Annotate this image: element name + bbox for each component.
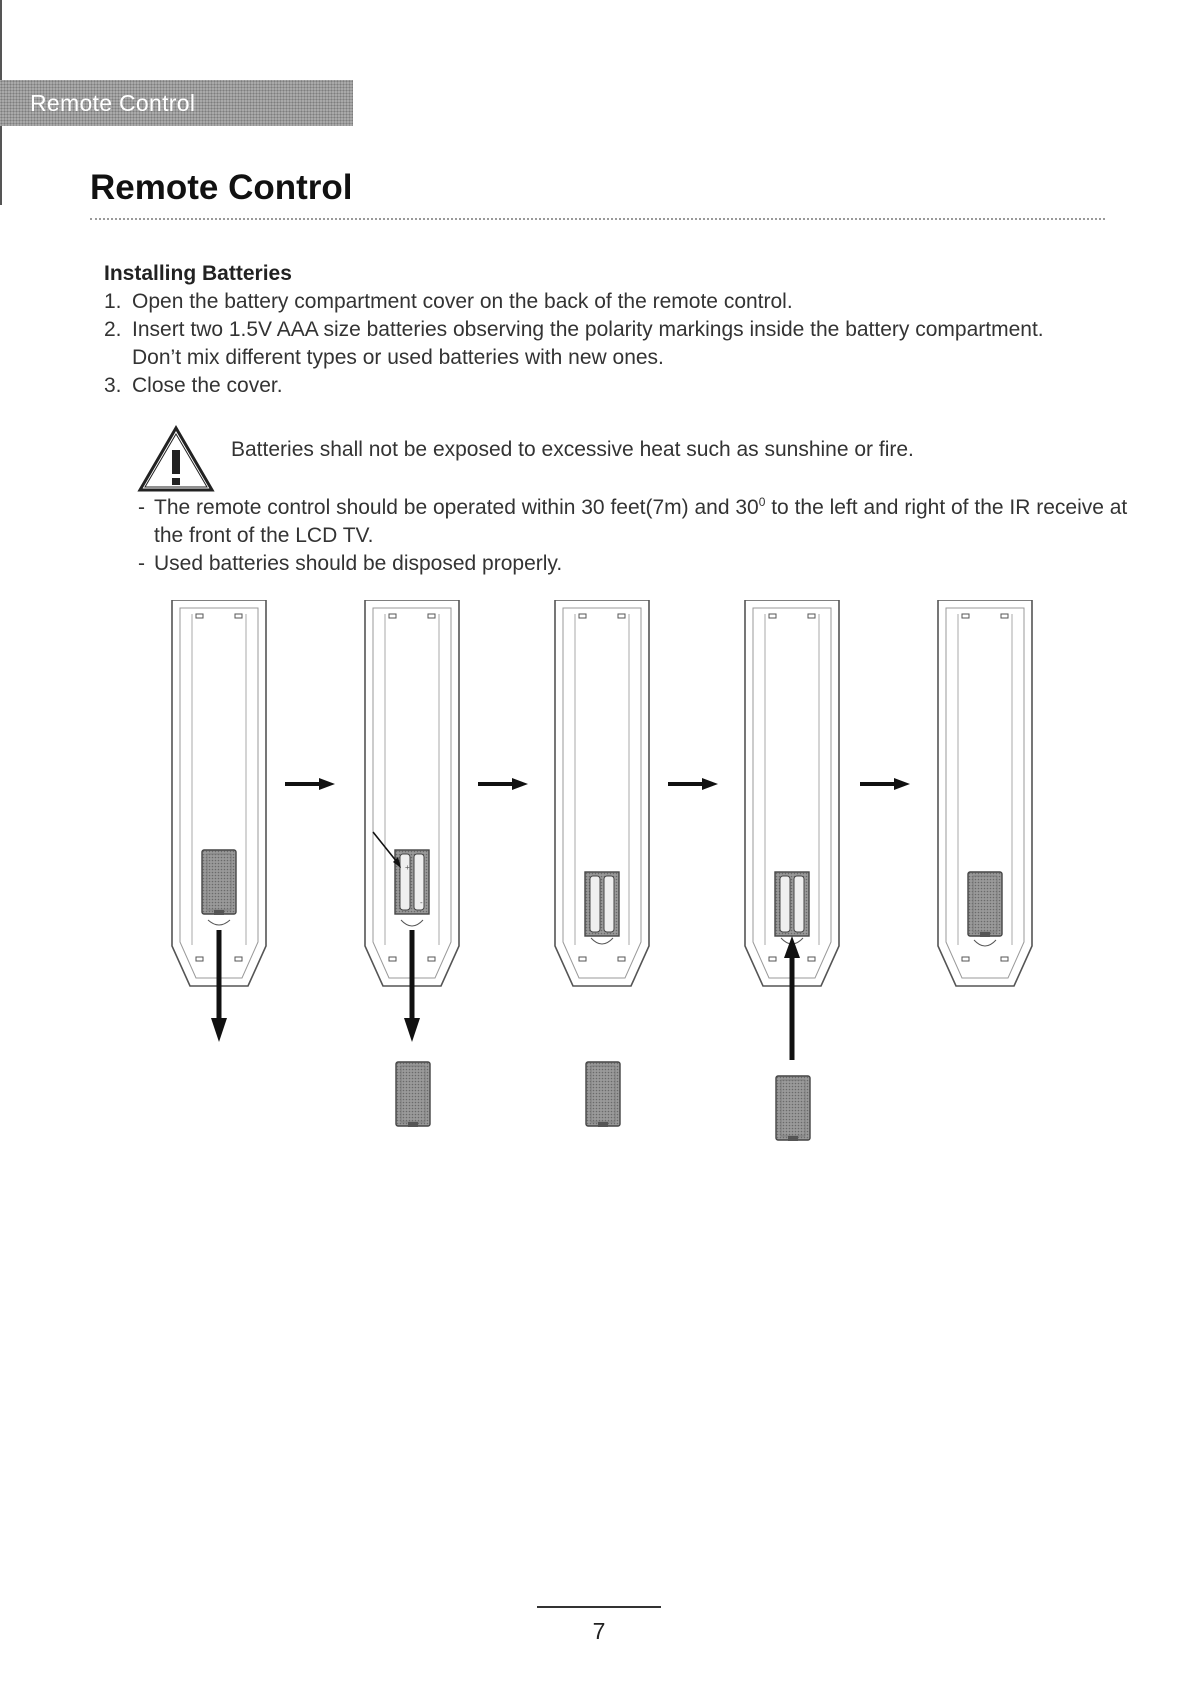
arrow-right-icon xyxy=(668,778,718,790)
page-number-rule xyxy=(537,1606,661,1608)
remote-step-open-cover xyxy=(172,600,266,1042)
step-item xyxy=(104,316,1084,372)
warning-triangle-icon xyxy=(136,424,216,494)
arrow-right-icon xyxy=(860,778,910,790)
page-number: 7 xyxy=(592,1618,606,1644)
battery-installation-illustration xyxy=(0,600,1190,1160)
installing-batteries-heading: Installing Batteries xyxy=(104,262,292,285)
note-item-range xyxy=(138,494,1138,550)
arrow-right-icon xyxy=(285,778,335,790)
remote-step-close-cover xyxy=(745,600,839,1141)
page-title: Remote Control xyxy=(90,168,353,207)
step-number: 1. xyxy=(104,290,122,313)
battery-minus-mark: - xyxy=(420,898,423,907)
step-text: Insert two 1.5V AAA size batteries observing the polarity markings inside the battery compartment. Don’t mix different types or used batteries with new ones. xyxy=(132,318,1044,369)
note-range-text-start: The remote control should be operated within 30 feet(7m) and 30 xyxy=(154,496,759,519)
remote-step-cover-closed xyxy=(938,600,1032,986)
note-dash: - xyxy=(138,496,145,519)
note-disposal-text: Used batteries should be disposed properly. xyxy=(154,552,563,575)
title-divider xyxy=(90,218,1105,220)
arrow-right-icon xyxy=(478,778,528,790)
remote-step-batteries-installed xyxy=(555,600,649,1127)
step-item xyxy=(104,372,1084,400)
step-number: 3. xyxy=(104,374,122,397)
step-item xyxy=(104,288,1084,316)
usage-notes xyxy=(138,494,1138,578)
step-number: 2. xyxy=(104,318,122,341)
caution-text: Batteries shall not be exposed to excessive heat such as sunshine or fire. xyxy=(231,438,914,461)
note-dash: - xyxy=(138,552,145,575)
step-text: Close the cover. xyxy=(132,374,283,397)
remote-step-batteries-exposed xyxy=(365,600,459,1127)
battery-plus-mark: + xyxy=(405,863,410,872)
note-range-text-end: to the left and right of the IR receive at the front of the LCD TV. xyxy=(154,496,1128,547)
installation-steps xyxy=(104,288,1084,400)
note-item-disposal xyxy=(138,550,1138,578)
degree-superscript: 0 xyxy=(758,495,766,509)
step-text: Open the battery compartment cover on the back of the remote control. xyxy=(132,290,793,313)
section-tab: Remote Control xyxy=(0,80,353,126)
caution-notice xyxy=(136,424,1086,494)
